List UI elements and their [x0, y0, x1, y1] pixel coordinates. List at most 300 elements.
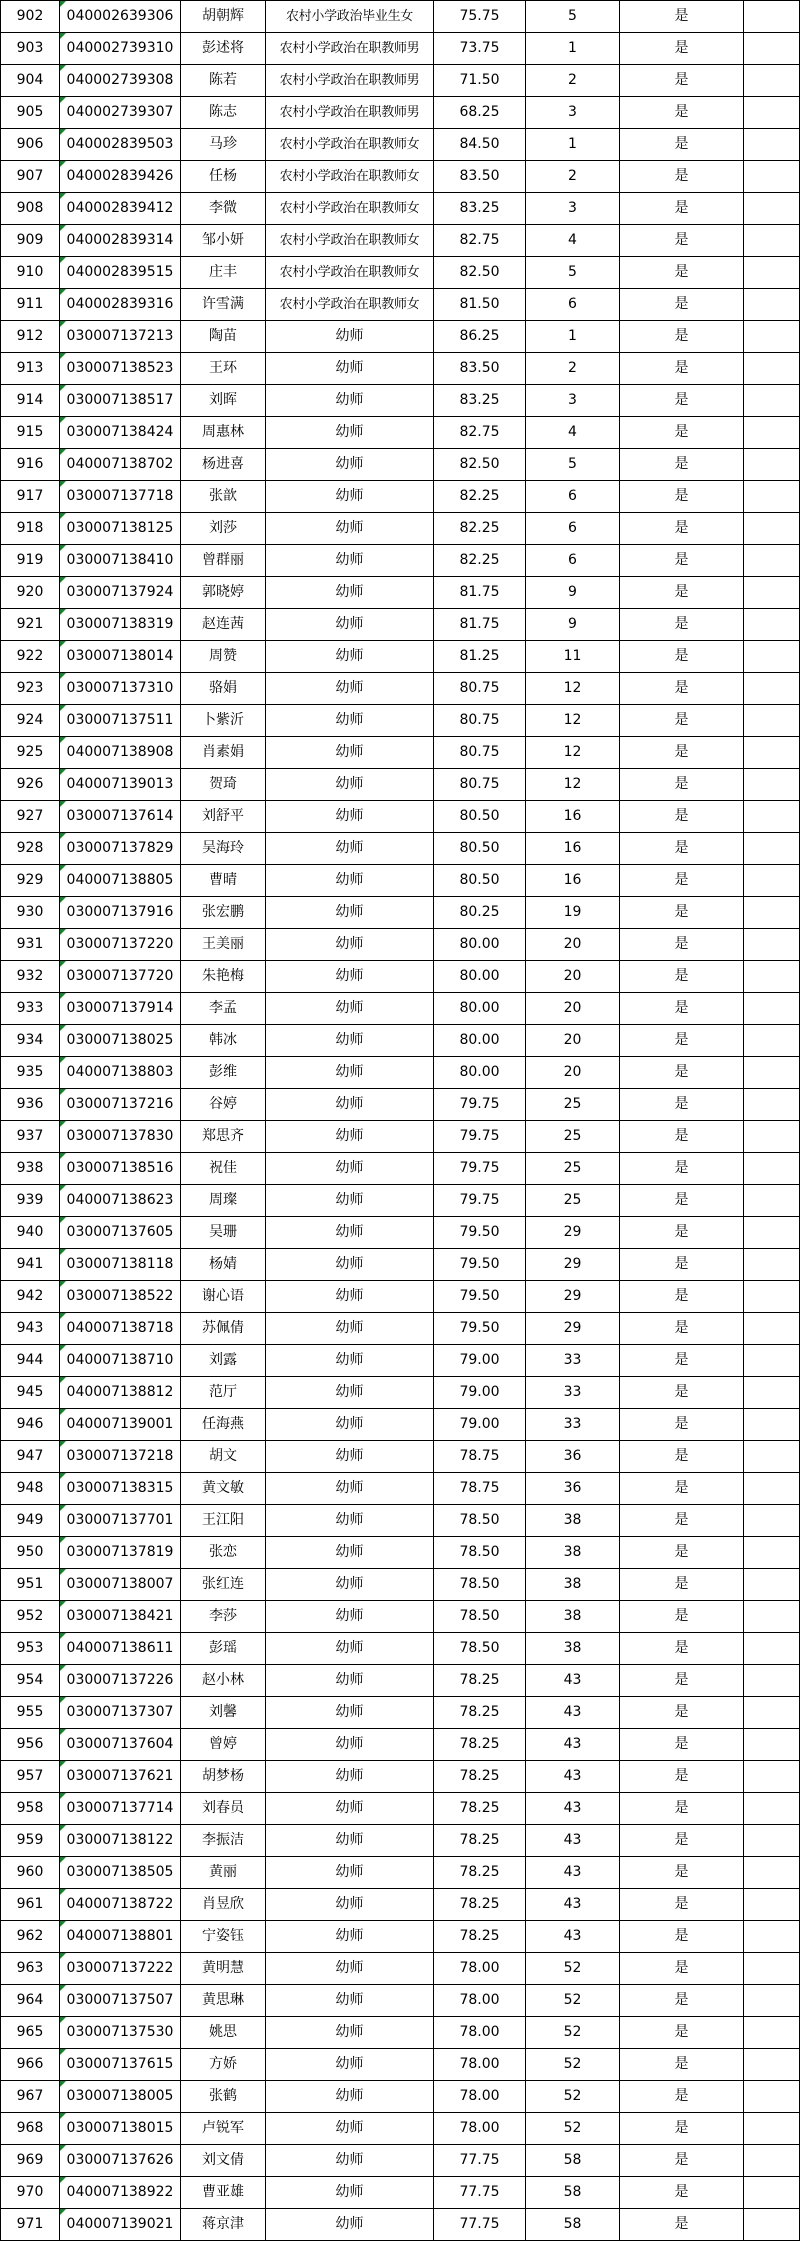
qualified-cell: 是 — [620, 449, 744, 481]
candidate-name-cell: 张宏鹏 — [181, 897, 266, 929]
text-format-marker-icon — [60, 1057, 66, 1063]
exam-id-cell — [60, 289, 181, 321]
score-cell: 80.25 — [434, 897, 526, 929]
exam-id-text: 030007137615 — [66, 2056, 174, 2072]
exam-id-cell — [60, 2209, 181, 2241]
qualified-cell: 是 — [620, 545, 744, 577]
post-name-cell: 农村小学政治在职教师男 — [266, 33, 434, 65]
candidate-name-cell: 周惠林 — [181, 417, 266, 449]
empty-cell — [744, 257, 800, 289]
score-cell: 79.50 — [434, 1313, 526, 1345]
score-cell: 80.75 — [434, 705, 526, 737]
table-row — [1, 225, 800, 257]
qualified-cell: 是 — [620, 2145, 744, 2177]
table-row — [1, 385, 800, 417]
score-cell: 80.00 — [434, 993, 526, 1025]
text-format-marker-icon — [60, 289, 66, 295]
empty-cell — [744, 1345, 800, 1377]
row-number-cell: 908 — [1, 193, 60, 225]
qualified-cell: 是 — [620, 2081, 744, 2113]
row-number-cell: 971 — [1, 2209, 60, 2241]
post-name-cell: 幼师 — [266, 481, 434, 513]
exam-id-cell — [60, 1953, 181, 1985]
score-cell: 80.75 — [434, 673, 526, 705]
qualified-cell: 是 — [620, 2113, 744, 2145]
table-row — [1, 1345, 800, 1377]
exam-id-text: 030007138118 — [66, 1256, 174, 1272]
row-number-cell: 963 — [1, 1953, 60, 1985]
exam-id-text: 040002839515 — [66, 264, 174, 280]
empty-cell — [744, 1857, 800, 1889]
candidate-name-cell: 李振洁 — [181, 1825, 266, 1857]
qualified-cell: 是 — [620, 1473, 744, 1505]
qualified-cell: 是 — [620, 129, 744, 161]
row-number-cell: 946 — [1, 1409, 60, 1441]
table-row — [1, 577, 800, 609]
empty-cell — [744, 1985, 800, 2017]
score-cell: 78.25 — [434, 1857, 526, 1889]
candidate-name-cell: 彭述将 — [181, 33, 266, 65]
empty-cell — [744, 2145, 800, 2177]
qualified-cell: 是 — [620, 609, 744, 641]
table-row — [1, 513, 800, 545]
row-number-cell: 966 — [1, 2049, 60, 2081]
rank-cell: 16 — [526, 833, 620, 865]
exam-id-cell — [60, 417, 181, 449]
row-number-cell: 903 — [1, 33, 60, 65]
empty-cell — [744, 769, 800, 801]
exam-id-text: 030007137605 — [66, 1224, 174, 1240]
row-number-cell: 923 — [1, 673, 60, 705]
score-cell: 79.75 — [434, 1185, 526, 1217]
empty-cell — [744, 737, 800, 769]
text-format-marker-icon — [60, 673, 66, 679]
exam-id-text: 030007137626 — [66, 2152, 174, 2168]
row-number-cell: 933 — [1, 993, 60, 1025]
qualified-cell: 是 — [620, 769, 744, 801]
post-name-cell: 幼师 — [266, 2145, 434, 2177]
rank-cell: 43 — [526, 1761, 620, 1793]
qualified-cell: 是 — [620, 2017, 744, 2049]
score-cell: 77.75 — [434, 2145, 526, 2177]
post-name-cell: 幼师 — [266, 353, 434, 385]
row-number-cell: 941 — [1, 1249, 60, 1281]
candidate-name-cell: 吴海玲 — [181, 833, 266, 865]
score-cell: 71.50 — [434, 65, 526, 97]
text-format-marker-icon — [60, 1377, 66, 1383]
exam-id-text: 030007137226 — [66, 1672, 174, 1688]
exam-id-cell — [60, 1185, 181, 1217]
exam-id-text: 030007138505 — [66, 1864, 174, 1880]
rank-cell: 52 — [526, 2081, 620, 2113]
text-format-marker-icon — [60, 417, 66, 423]
candidate-name-cell: 方娇 — [181, 2049, 266, 2081]
text-format-marker-icon — [60, 225, 66, 231]
row-number-cell: 970 — [1, 2177, 60, 2209]
exam-id-cell — [60, 1345, 181, 1377]
qualified-cell: 是 — [620, 641, 744, 673]
table-row — [1, 2177, 800, 2209]
candidate-name-cell: 任杨 — [181, 161, 266, 193]
post-name-cell: 幼师 — [266, 385, 434, 417]
candidate-name-cell: 郑思齐 — [181, 1121, 266, 1153]
row-number-cell: 910 — [1, 257, 60, 289]
rank-cell: 33 — [526, 1377, 620, 1409]
exam-id-cell — [60, 1313, 181, 1345]
qualified-cell: 是 — [620, 1441, 744, 1473]
exam-id-cell — [60, 385, 181, 417]
table-row — [1, 2049, 800, 2081]
rank-cell: 6 — [526, 545, 620, 577]
table-row — [1, 609, 800, 641]
exam-id-cell — [60, 1697, 181, 1729]
post-name-cell: 幼师 — [266, 769, 434, 801]
table-row — [1, 929, 800, 961]
exam-id-text: 040002739310 — [66, 40, 174, 56]
rank-cell: 3 — [526, 97, 620, 129]
empty-cell — [744, 1665, 800, 1697]
table-row — [1, 417, 800, 449]
exam-id-text: 030007137216 — [66, 1096, 174, 1112]
text-format-marker-icon — [60, 705, 66, 711]
score-cell: 78.00 — [434, 1985, 526, 2017]
text-format-marker-icon — [60, 609, 66, 615]
text-format-marker-icon — [60, 1825, 66, 1831]
rank-cell: 36 — [526, 1473, 620, 1505]
qualified-cell: 是 — [620, 321, 744, 353]
score-cell: 78.00 — [434, 2081, 526, 2113]
rank-cell: 43 — [526, 1857, 620, 1889]
table-row — [1, 1729, 800, 1761]
empty-cell — [744, 801, 800, 833]
post-name-cell: 幼师 — [266, 1281, 434, 1313]
candidate-name-cell: 彭瑶 — [181, 1633, 266, 1665]
score-cell: 73.75 — [434, 33, 526, 65]
post-name-cell: 农村小学政治在职教师女 — [266, 161, 434, 193]
post-name-cell: 幼师 — [266, 1793, 434, 1825]
post-name-cell: 幼师 — [266, 1825, 434, 1857]
empty-cell — [744, 513, 800, 545]
row-number-cell: 948 — [1, 1473, 60, 1505]
candidate-name-cell: 李莎 — [181, 1601, 266, 1633]
exam-id-text: 040007139021 — [66, 2216, 174, 2232]
exam-id-text: 030007138015 — [66, 2120, 174, 2136]
exam-id-cell — [60, 1281, 181, 1313]
score-cell: 83.25 — [434, 193, 526, 225]
table-row — [1, 161, 800, 193]
empty-cell — [744, 2177, 800, 2209]
qualified-cell: 是 — [620, 481, 744, 513]
candidate-name-cell: 彭维 — [181, 1057, 266, 1089]
exam-id-cell — [60, 2081, 181, 2113]
row-number-cell: 922 — [1, 641, 60, 673]
exam-id-cell — [60, 1793, 181, 1825]
table-row — [1, 2113, 800, 2145]
post-name-cell: 幼师 — [266, 1697, 434, 1729]
qualified-cell: 是 — [620, 257, 744, 289]
rank-cell: 12 — [526, 737, 620, 769]
text-format-marker-icon — [60, 1985, 66, 1991]
exam-id-text: 030007137530 — [66, 2024, 174, 2040]
row-number-cell: 962 — [1, 1921, 60, 1953]
post-name-cell: 幼师 — [266, 1601, 434, 1633]
score-cell: 78.25 — [434, 1761, 526, 1793]
rank-cell: 43 — [526, 1825, 620, 1857]
candidate-name-cell: 王江阳 — [181, 1505, 266, 1537]
post-name-cell: 幼师 — [266, 417, 434, 449]
row-number-cell: 911 — [1, 289, 60, 321]
row-number-cell: 921 — [1, 609, 60, 641]
text-format-marker-icon — [60, 161, 66, 167]
candidate-name-cell: 刘晖 — [181, 385, 266, 417]
post-name-cell: 幼师 — [266, 449, 434, 481]
qualified-cell: 是 — [620, 225, 744, 257]
candidate-name-cell: 李孟 — [181, 993, 266, 1025]
candidate-name-cell: 杨婧 — [181, 1249, 266, 1281]
exam-id-cell — [60, 1825, 181, 1857]
exam-id-cell — [60, 1505, 181, 1537]
qualified-cell: 是 — [620, 1857, 744, 1889]
exam-id-text: 040007138805 — [66, 872, 174, 888]
table-row — [1, 257, 800, 289]
score-cell: 82.25 — [434, 481, 526, 513]
rank-cell: 6 — [526, 481, 620, 513]
rank-cell: 58 — [526, 2145, 620, 2177]
candidate-name-cell: 刘春员 — [181, 1793, 266, 1825]
exam-id-cell — [60, 1217, 181, 1249]
post-name-cell: 幼师 — [266, 641, 434, 673]
score-cell: 78.25 — [434, 1697, 526, 1729]
qualified-cell: 是 — [620, 1793, 744, 1825]
exam-id-cell — [60, 2145, 181, 2177]
empty-cell — [744, 1537, 800, 1569]
table-row — [1, 737, 800, 769]
score-cell: 83.50 — [434, 353, 526, 385]
score-cell: 78.25 — [434, 1729, 526, 1761]
score-cell: 81.75 — [434, 577, 526, 609]
rank-cell: 38 — [526, 1505, 620, 1537]
exam-id-text: 030007138025 — [66, 1032, 174, 1048]
empty-cell — [744, 1569, 800, 1601]
table-row — [1, 865, 800, 897]
qualified-cell: 是 — [620, 2209, 744, 2241]
score-cell: 81.25 — [434, 641, 526, 673]
text-format-marker-icon — [60, 1345, 66, 1351]
qualified-cell: 是 — [620, 193, 744, 225]
candidate-name-cell: 王环 — [181, 353, 266, 385]
exam-id-cell — [60, 609, 181, 641]
rank-cell: 43 — [526, 1793, 620, 1825]
post-name-cell: 幼师 — [266, 577, 434, 609]
table-row — [1, 769, 800, 801]
candidate-name-cell: 宁姿钰 — [181, 1921, 266, 1953]
exam-id-text: 040002739307 — [66, 104, 174, 120]
table-row — [1, 129, 800, 161]
exam-id-text: 040002839314 — [66, 232, 174, 248]
text-format-marker-icon — [60, 1441, 66, 1447]
text-format-marker-icon — [60, 961, 66, 967]
table-row — [1, 1313, 800, 1345]
exam-id-cell — [60, 1249, 181, 1281]
rank-cell: 2 — [526, 65, 620, 97]
table-row — [1, 1601, 800, 1633]
qualified-cell: 是 — [620, 1953, 744, 1985]
post-name-cell: 幼师 — [266, 1569, 434, 1601]
empty-cell — [744, 1281, 800, 1313]
rank-cell: 33 — [526, 1345, 620, 1377]
exam-id-cell — [60, 1, 181, 33]
candidate-name-cell: 陈若 — [181, 65, 266, 97]
empty-cell — [744, 1185, 800, 1217]
score-cell: 82.50 — [434, 257, 526, 289]
qualified-cell: 是 — [620, 1377, 744, 1409]
table-row — [1, 33, 800, 65]
exam-id-text: 040002639306 — [66, 8, 174, 24]
post-name-cell: 农村小学政治在职教师女 — [266, 289, 434, 321]
qualified-cell: 是 — [620, 897, 744, 929]
row-number-cell: 959 — [1, 1825, 60, 1857]
empty-cell — [744, 161, 800, 193]
score-cell: 78.25 — [434, 1665, 526, 1697]
rank-cell: 43 — [526, 1889, 620, 1921]
exam-id-text: 030007137310 — [66, 680, 174, 696]
rank-cell: 3 — [526, 385, 620, 417]
post-name-cell: 幼师 — [266, 1377, 434, 1409]
exam-id-text: 030007137829 — [66, 840, 174, 856]
exam-id-cell — [60, 641, 181, 673]
post-name-cell: 幼师 — [266, 1089, 434, 1121]
score-cell: 82.25 — [434, 545, 526, 577]
exam-id-text: 030007138005 — [66, 2088, 174, 2104]
qualified-cell: 是 — [620, 961, 744, 993]
row-number-cell: 917 — [1, 481, 60, 513]
exam-id-cell — [60, 1057, 181, 1089]
candidate-name-cell: 苏佩倩 — [181, 1313, 266, 1345]
score-cell: 82.75 — [434, 225, 526, 257]
rank-cell: 5 — [526, 1, 620, 33]
text-format-marker-icon — [60, 1793, 66, 1799]
score-cell: 79.50 — [434, 1281, 526, 1313]
candidate-name-cell: 李微 — [181, 193, 266, 225]
rank-cell: 43 — [526, 1921, 620, 1953]
post-name-cell: 农村小学政治毕业生女 — [266, 1, 434, 33]
rank-cell: 43 — [526, 1697, 620, 1729]
exam-id-text: 040007138922 — [66, 2184, 174, 2200]
row-number-cell: 956 — [1, 1729, 60, 1761]
post-name-cell: 幼师 — [266, 1313, 434, 1345]
row-number-cell: 949 — [1, 1505, 60, 1537]
text-format-marker-icon — [60, 481, 66, 487]
qualified-cell: 是 — [620, 1409, 744, 1441]
qualified-cell: 是 — [620, 1249, 744, 1281]
qualified-cell: 是 — [620, 1921, 744, 1953]
qualified-cell: 是 — [620, 577, 744, 609]
candidate-name-cell: 郭晓婷 — [181, 577, 266, 609]
empty-cell — [744, 289, 800, 321]
row-number-cell: 942 — [1, 1281, 60, 1313]
table-row — [1, 961, 800, 993]
score-cell: 80.00 — [434, 1025, 526, 1057]
qualified-cell: 是 — [620, 1281, 744, 1313]
rank-cell: 12 — [526, 673, 620, 705]
table-row — [1, 193, 800, 225]
rank-cell: 52 — [526, 1953, 620, 1985]
row-number-cell: 927 — [1, 801, 60, 833]
rank-cell: 52 — [526, 2017, 620, 2049]
empty-cell — [744, 97, 800, 129]
empty-cell — [744, 2017, 800, 2049]
candidate-name-cell: 曾群丽 — [181, 545, 266, 577]
exam-id-text: 030007137307 — [66, 1704, 174, 1720]
table-row — [1, 2017, 800, 2049]
score-cell: 82.75 — [434, 417, 526, 449]
exam-id-cell — [60, 33, 181, 65]
exam-id-cell — [60, 1025, 181, 1057]
post-name-cell: 幼师 — [266, 673, 434, 705]
empty-cell — [744, 449, 800, 481]
row-number-cell: 906 — [1, 129, 60, 161]
exam-id-text: 030007138007 — [66, 1576, 174, 1592]
rank-cell: 29 — [526, 1313, 620, 1345]
table-row — [1, 289, 800, 321]
table-row — [1, 1441, 800, 1473]
row-number-cell: 945 — [1, 1377, 60, 1409]
empty-cell — [744, 129, 800, 161]
table-row — [1, 65, 800, 97]
candidate-name-cell: 谷婷 — [181, 1089, 266, 1121]
exam-id-text: 030007138014 — [66, 648, 174, 664]
exam-id-cell — [60, 65, 181, 97]
text-format-marker-icon — [60, 1121, 66, 1127]
post-name-cell: 幼师 — [266, 1345, 434, 1377]
rank-cell: 33 — [526, 1409, 620, 1441]
empty-cell — [744, 1249, 800, 1281]
text-format-marker-icon — [60, 193, 66, 199]
rank-cell: 58 — [526, 2177, 620, 2209]
candidate-name-cell: 曹晴 — [181, 865, 266, 897]
empty-cell — [744, 1057, 800, 1089]
candidate-name-cell: 卢锐军 — [181, 2113, 266, 2145]
empty-cell — [744, 2049, 800, 2081]
row-number-cell: 904 — [1, 65, 60, 97]
table-row — [1, 1057, 800, 1089]
qualified-cell: 是 — [620, 673, 744, 705]
rank-cell: 6 — [526, 513, 620, 545]
rank-cell: 11 — [526, 641, 620, 673]
qualified-cell: 是 — [620, 737, 744, 769]
candidate-name-cell: 骆娟 — [181, 673, 266, 705]
candidate-name-cell: 黄思琳 — [181, 1985, 266, 2017]
exam-id-text: 030007138516 — [66, 1160, 174, 1176]
post-name-cell: 幼师 — [266, 1249, 434, 1281]
empty-cell — [744, 1921, 800, 1953]
row-number-cell: 961 — [1, 1889, 60, 1921]
post-name-cell: 幼师 — [266, 1953, 434, 1985]
row-number-cell: 916 — [1, 449, 60, 481]
exam-id-text: 040007138908 — [66, 744, 174, 760]
candidate-name-cell: 黄丽 — [181, 1857, 266, 1889]
exam-id-text: 030007137701 — [66, 1512, 174, 1528]
qualified-cell: 是 — [620, 993, 744, 1025]
table-row — [1, 673, 800, 705]
exam-id-text: 030007137830 — [66, 1128, 174, 1144]
rank-cell: 1 — [526, 321, 620, 353]
row-number-cell: 935 — [1, 1057, 60, 1089]
rank-cell: 38 — [526, 1633, 620, 1665]
rank-cell: 1 — [526, 129, 620, 161]
qualified-cell: 是 — [620, 1697, 744, 1729]
exam-id-text: 030007138421 — [66, 1608, 174, 1624]
